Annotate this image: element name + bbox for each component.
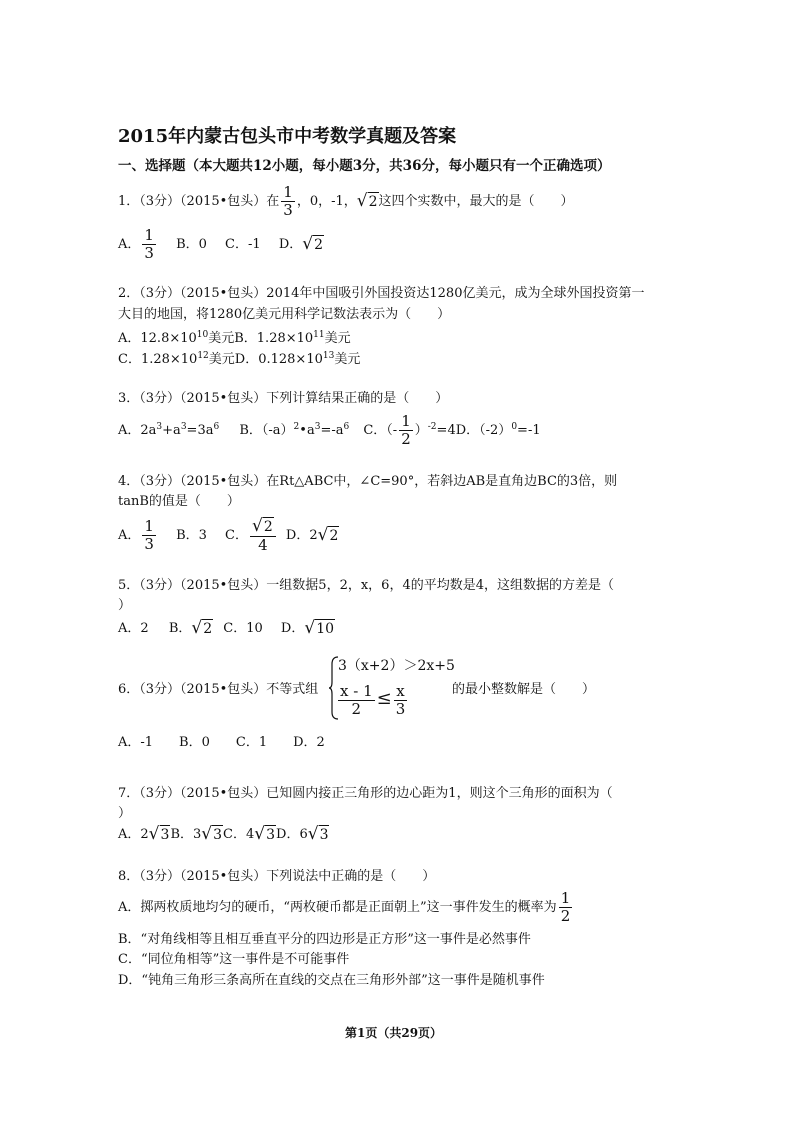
page-title: 2015年内蒙古包头市中考数学真题及答案 <box>118 126 457 147</box>
question-4-line2: tanB的值是（ ） <box>118 494 240 509</box>
question-7-line1: 7．（3分）（2015•包头）已知圆内接正三角形的边心距为1，则这个三角形的面积为（ <box>118 786 613 801</box>
question-5-line2: ） <box>118 598 132 613</box>
question-8-option-a: A．掷两枚质地均匀的硬币，“两枚硬币都是正面朝上”这一事件发生的概率为 $\frac{1}{2}$ <box>118 889 571 925</box>
question-8: 8．（3分）（2015•包头）下列说法中正确的是（ ） <box>118 869 436 884</box>
question-1: 1．（3分）（2015•包头）在 $\frac{1}{3}$ ，0，-1，√2这四个实数中，最大的是（ ） <box>118 183 574 219</box>
question-2-options-ab: A．$12.8\times 10^{10}$美元B．$1.28\times 10^{11}$美元 <box>118 330 351 346</box>
question-3: 3．（3分）（2015•包头）下列计算结果正确的是（ ） <box>118 391 449 406</box>
sqrt: √2 <box>356 191 378 211</box>
page-footer: 第1页（共29页） <box>345 1026 443 1040</box>
question-2-options-cd: C．$1.28\times 10^{12}$美元D．$0.128\times 10^{13}$美元 <box>118 351 361 367</box>
question-8-option-b: B．“对角线相等且相互垂直平分的四边形是正方形”这一事件是必然事件 <box>118 932 531 947</box>
question-3-options: A．$2a^3+a^3=3a^6$ B．$(-a)^2•a^3=-a^6$ C．（- $\frac{1}{2}$ ）$^{-2}$=4D．$(-2)^0=-1$ <box>118 412 541 448</box>
question-4-line1: 4．（3分）（2015•包头）在Rt△ABC中，∠C=90°，若斜边AB是直角边BC的3倍，则 <box>118 474 618 489</box>
question-4-options: A． $\frac{1}{3}$ B．3 C． $\frac{√2}{4}$ D．2√2 <box>118 516 339 554</box>
fraction: $\frac{1}{3}$ <box>283 183 293 219</box>
question-7-line2: ） <box>118 806 132 821</box>
question-1-options: A． $\frac{1}{3}$ B．0 C．-1 D．√2 <box>118 226 324 262</box>
question-6-prefix: 6．（3分）（2015•包头）不等式组 <box>118 682 319 697</box>
question-5-options: A．2 B．√2 C．10 D．√10 <box>118 618 335 638</box>
question-5-line1: 5．（3分）（2015•包头）一组数据5，2，x，6，4的平均数是4，这组数据的方差是（ <box>118 578 614 593</box>
inequality-1: 3（x+2）＞2x+5 <box>338 658 455 674</box>
inequality-2: $\frac{x - 1}{2}$ ≤ $\frac{x}{3}$ <box>340 682 406 718</box>
question-2-line2: 大目的地国，将1280亿美元用科学记数法表示为（ ） <box>118 307 451 322</box>
question-7-options: A．2√3B．3√3C．4√3D．6√3 <box>118 824 329 844</box>
question-8-option-c: C．“同位角相等”这一事件是不可能事件 <box>118 952 350 967</box>
question-8-option-d: D．“钝角三角形三条高所在直线的交点在三角形外部”这一事件是随机事件 <box>118 973 545 988</box>
question-2-line1: 2．（3分）（2015•包头）2014年中国吸引外国投资达1280亿美元，成为全球外国投资第一 <box>118 286 645 301</box>
question-6-suffix: 的最小整数解是（ ） <box>452 682 596 697</box>
question-6-options: A．-1 B．0 C．1 D．2 <box>118 735 325 750</box>
section-heading: 一、选择题（本大题共12小题，每小题3分，共36分，每小题只有一个正确选项） <box>118 158 611 174</box>
